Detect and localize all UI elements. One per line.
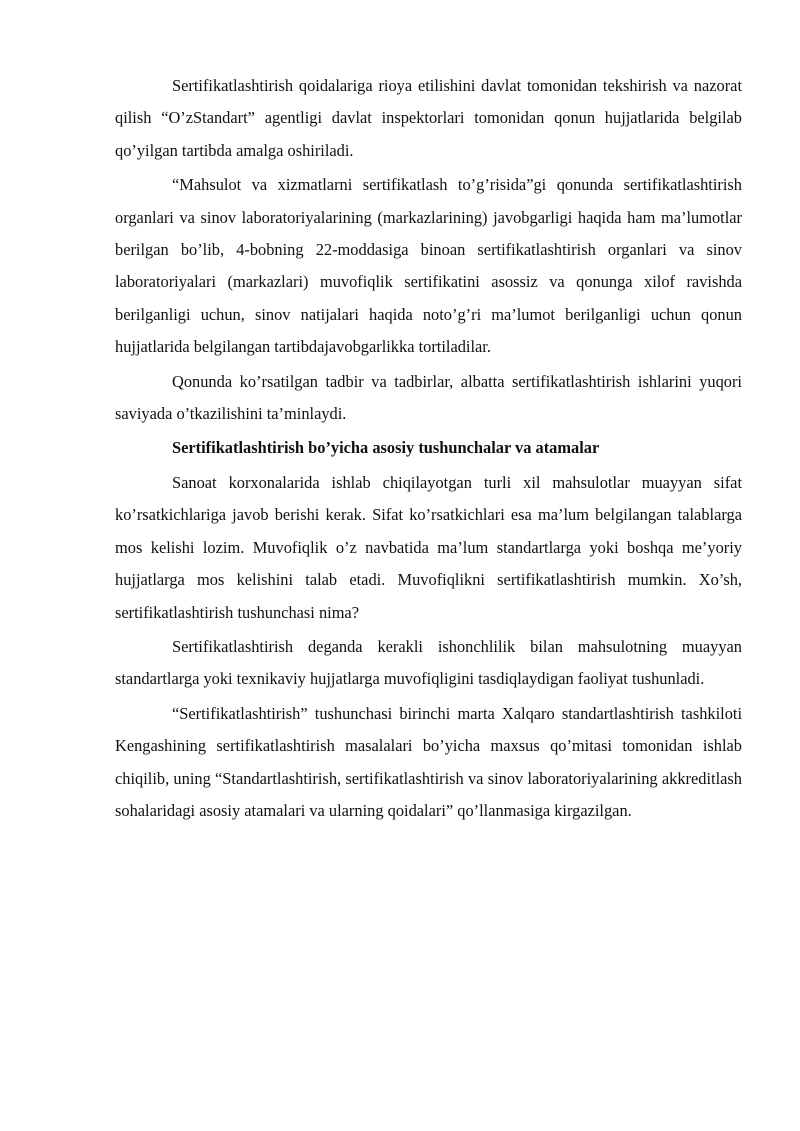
paragraph-inspection: Sertifikatlashtirish qoidalariga rioya etilishini davlat tomonidan tekshirish va nazorat qilish “O’zStandart” agentligi davlat inspektorlari tomonidan qonun hujjatlarida belgilab qo’yilgan tartibda amalga oshiriladi.: [115, 76, 742, 160]
paragraph-certification-definition: Sertifikatlashtirish deganda kerakli ishonchlilik bilan mahsulotning muayyan standartlarga yoki texnikaviy hujjatlarga muvofiqligini tasdiqlaydigan faoliyat tushunladi.: [115, 636, 742, 689]
paragraph-law-liability: “Mahsulot va xizmatlarni sertifikatlash to’g’risida”gi qonunda sertifikatlashtirish organlari va sinov laboratoriyalarining (markazlarining) javobgarligi haqida ham ma’lumotlar berilgan bo’lib, 4-bobning 22-moddasiga binoan sertifikatlashtirish organlari va sinov laboratoriyalari (markazlari) muvofiqlik sertifikatini asossiz va qonunga xilof ravishda berilganligi uchun, sinov natijalari haqida noto’g’ri ma’lumot berilganligi uchun qonun hujjatlarida belgilangan tartibdajavobgarlikka tortiladilar.: [115, 175, 742, 357]
section-heading: Sertifikatlashtirish bo’yicha asosiy tushunchalar va atamalar: [172, 438, 600, 458]
paragraph-quality-indicators: Sanoat korxonalarida ishlab chiqilayotgan turli xil mahsulotlar muayyan sifat ko’rsatkichlariga javob berishi kerak. Sifat ko’rsatkichlari esa ma’lum belgilangan talablarga mos kelishi lozim. Muvofiqlik o’z navbatida ma’lum standartlarga yoki boshqa me’yoriy hujjatlarga mos kelishini talab etadi. Muvofiqlikni sertifikatlashtirish mumkin. Xo’sh, sertifikatlashtirish tushunchasi nima?: [115, 472, 742, 622]
paragraph-term-origin: “Sertifikatlashtirish” tushunchasi birinchi marta Xalqaro standartlashtirish tashkiloti Kengashining sertifikatlashtirish masalalari bo’yicha maxsus qo’mitasi tomonidan ishlab chiqilib, uning “Standartlashtirish, sertifikatlashtirish va sinov laboratoriyalarining akkreditlash sohalaridagi asosiy atamalari va ularning qoidalari” qo’llanmasiga kirgazilgan.: [115, 703, 742, 820]
paragraph-measures: Qonunda ko’rsatilgan tadbir va tadbirlar, albatta sertifikatlashtirish ishlarini yuqori saviyada o’tkazilishini ta’minlaydi.: [115, 371, 742, 424]
